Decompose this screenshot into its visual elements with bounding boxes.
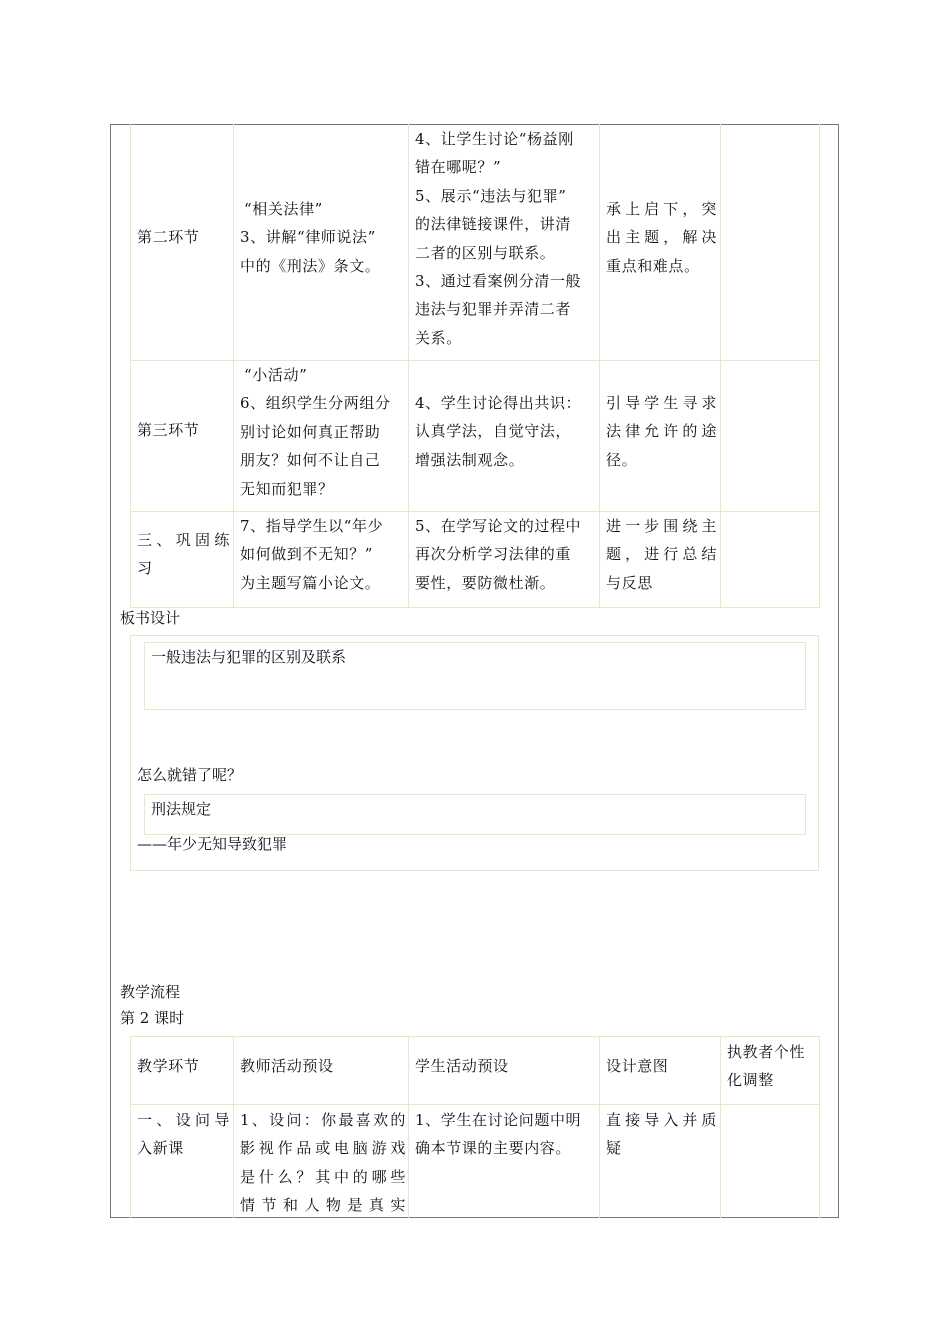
table-cell-student-activity: 1、学生在讨论问题中明 确本节课的主要内容。 xyxy=(415,1111,582,1158)
table-cell-teacher-activity: “小活动” 6、组织学生分两组分 别讨论如何真正帮助 朋友？如何不让自己 无知而犯罪？ xyxy=(240,366,391,498)
board-law-text: 刑法规定 xyxy=(151,800,212,818)
table-header-adjustment: 执教者个性 化调整 xyxy=(727,1043,806,1090)
board-question: 怎么就错了呢？ xyxy=(137,766,243,784)
board-conclusion: ——年少无知导致犯罪 xyxy=(137,835,288,853)
table-cell-design-intent: 承上启下，突 出主题，解决 重点和难点。 xyxy=(606,200,717,275)
table-header-design-intent: 设计意图 xyxy=(606,1057,669,1075)
board-concept-text: 一般违法与犯罪的区别及联系 xyxy=(151,648,347,666)
table-cell-teacher-activity: 1、设问：你最喜欢的 影视作品或电脑游戏 是什么？其中的哪些 情节和人物是真实 xyxy=(240,1111,406,1215)
table-cell-design-intent: 进一步围绕主 题，进行总结 与反思 xyxy=(606,517,717,592)
table-cell-stage: 一、设问导 入新课 xyxy=(137,1111,230,1158)
table-cell-design-intent: 直接导入并质 疑 xyxy=(606,1111,717,1158)
table-cell-student-activity: 5、在学写论文的过程中 再次分析学习法律的重 要性，要防微杜渐。 xyxy=(415,517,582,592)
table-cell-stage: 第二环节 xyxy=(137,228,200,246)
board-design-heading: 板书设计 xyxy=(120,609,181,627)
table-cell-design-intent: 引导学生寻求 法律允许的途 径。 xyxy=(606,394,717,469)
board-law-box xyxy=(144,794,806,835)
table-header-student-activity: 学生活动预设 xyxy=(415,1057,509,1075)
table-cell-stage: 三、巩固练 习 xyxy=(137,531,230,578)
teaching-flow-heading: 教学流程 xyxy=(120,983,181,1001)
table-header-stage: 教学环节 xyxy=(137,1057,200,1075)
table-cell-student-activity: 4、让学生讨论“杨益刚 错在哪呢？” 5、展示“违法与犯罪” 的法律链接课件，讲清 二者的区别与联系。 3、通过看案例分清一般 违法与犯罪并弄清二者 关系。 xyxy=(415,130,582,347)
table-cell-student-activity: 4、学生讨论得出共识： 认真学法，自觉守法， 增强法制观念。 xyxy=(415,394,582,469)
table-cell-teacher-activity: “相关法律” 3、讲解“律师说法” 中的《刑法》条文。 xyxy=(240,200,381,275)
table-cell-teacher-activity: 7、指导学生以“年少 如何做到不无知？” 为主题写篇小论文。 xyxy=(240,517,384,592)
table-header-teacher-activity: 教师活动预设 xyxy=(240,1057,334,1075)
lesson-number: 第 2 课时 xyxy=(120,1009,185,1027)
table-cell-stage: 第三环节 xyxy=(137,421,200,439)
